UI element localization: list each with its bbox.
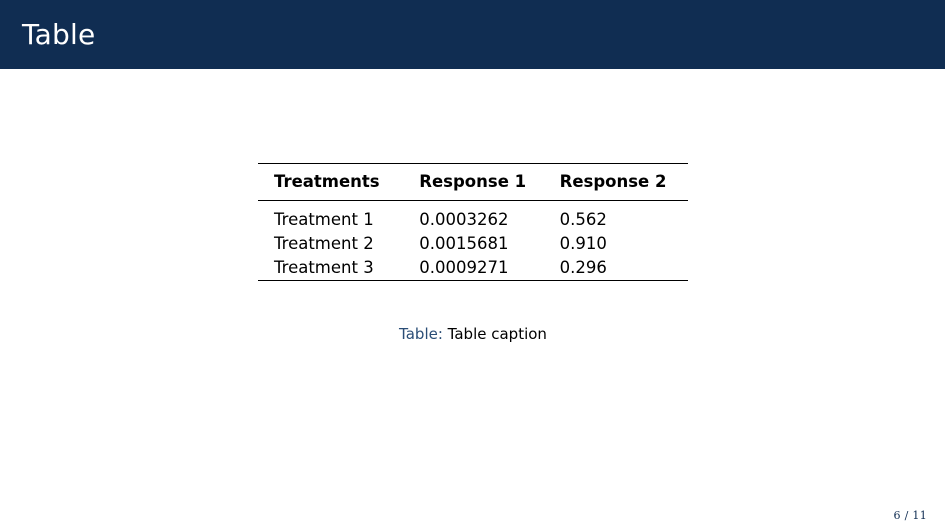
table-header-row — [258, 164, 688, 201]
table-caption-label: Table: — [399, 325, 443, 343]
table-column-header-response-2: Response 2 — [560, 164, 688, 201]
table-cell-response-1: 0.0015681 — [419, 234, 509, 253]
page-number: 6 / 11 — [893, 509, 927, 522]
table-bottom-rule — [258, 280, 419, 281]
table-header — [258, 164, 688, 201]
table-caption — [258, 325, 688, 343]
table-cell-response-2: 0.562 — [560, 201, 688, 232]
table-cell-treatment: Treatment 2 — [274, 234, 374, 253]
table-bottom-rule — [560, 280, 688, 281]
table-bottom-rule — [419, 280, 559, 281]
table-cell-treatment: Treatment 3 — [274, 258, 374, 277]
table-bottom-rule-row — [258, 280, 688, 281]
table-column-header-treatments: Treatments — [258, 164, 419, 201]
slide-title-bar — [0, 0, 945, 69]
table-caption-text: Table caption — [447, 325, 547, 343]
table-cell-response-1: 0.0003262 — [419, 201, 559, 232]
data-table — [258, 163, 688, 281]
table-row — [258, 256, 688, 281]
table-cell-response-2: 0.296 — [559, 258, 607, 277]
table-row — [258, 232, 688, 256]
table-cell-response-2: 0.910 — [559, 234, 607, 253]
table-row — [258, 201, 688, 232]
table-container — [258, 163, 688, 281]
table-cell-response-1: 0.0009271 — [419, 258, 509, 277]
table-column-header-response-1: Response 1 — [419, 164, 559, 201]
page-title: Table — [22, 18, 96, 51]
table-cell-treatment: Treatment 1 — [258, 201, 419, 232]
table-body — [258, 201, 688, 281]
